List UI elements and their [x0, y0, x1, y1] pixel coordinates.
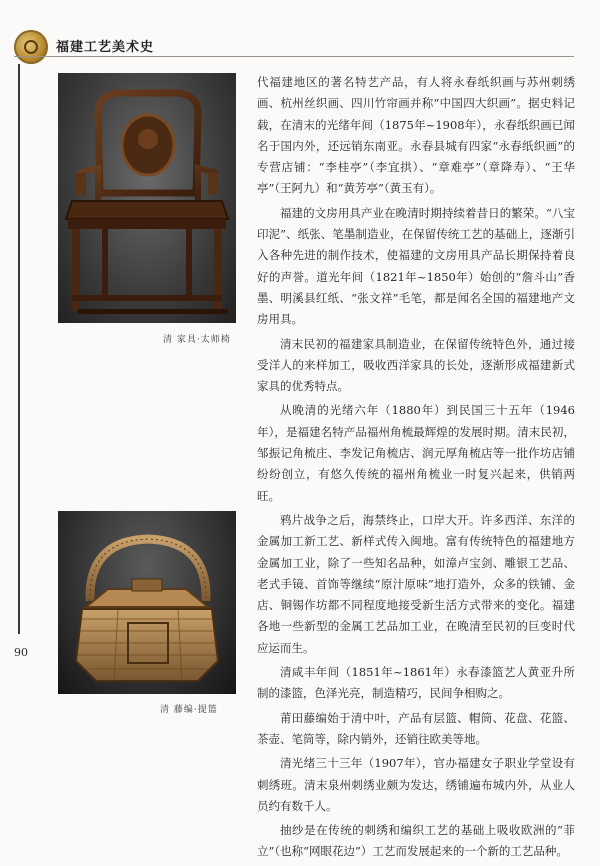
page-header [0, 0, 600, 62]
figure-caption: 清 家具·太师椅 [163, 335, 231, 345]
emblem-icon [14, 30, 48, 64]
header-title: 福建工艺美术史 [56, 40, 155, 55]
paragraph: 莆田藤编始于清中叶，产品有层篮、帽筒、花盘、花篮、茶壶、笔筒等，除内销外，还销往欧美等地。 [257, 710, 575, 746]
page-number: 90 [14, 646, 28, 659]
paragraph: 代福建地区的著名特艺产品，有人将永春纸织画与苏州刺绣画、杭州丝织画、四川竹帘画并称“中国四大织画”。据史料记载，在清末的光绪年间（1875年~1908年），永春纸织画已闻名于国内外，还远销东南亚。永春县城有四家“永春纸织画”的专营店铺：“李桂亭”（李宜拱）、“章难亭”（章降寿）、“王华亭”（王阿九）和“黄芳亭”（黄玉有）。 [257, 75, 575, 196]
basket-photo [58, 511, 236, 694]
paragraph: 清末民初的福建家具制造业，在保留传统特色外，通过接受洋人的来样加工，吸收西洋家具的长处，逐渐形成福建新式家具的优秀特点。 [257, 336, 575, 394]
figure-caption: 清 藤编·提篮 [160, 705, 218, 715]
paragraph: 清咸丰年间（1851年~1861年）永春漆篮艺人黄亚升所制的漆篮，色泽光亮，制造精巧，民间争相购之。 [257, 665, 575, 701]
paragraph: 从晚清的光绪六年（1880年）到民国三十五年（1946年），是福建名特产品福州角梳最辉煌的发展时期。清末民初，邹振记角梳庄、李发记角梳店、润元厚角梳店等一批作坊店铺纷纷创立，有悠久传统的福州角梳业一时复兴起来，供销两旺。 [257, 403, 575, 503]
paragraph: 福建的文房用具产业在晚清时期持续着昔日的繁荣。“八宝印泥”、纸张、笔墨制造业，在保留传统工艺的基础上，逐渐引入各种先进的制作技术，使福建的文房用具产品长期保持着良好的声誉。道光年间（1821年~1850年）始创的“詹斗山”香墨、明溪县红纸、“张文祥”毛笔，都是闻名全国的福建地产文房用具。 [257, 205, 575, 327]
paragraph: 清光绪三十三年（1907年），官办福建女子职业学堂设有刺绣班。清末泉州刺绣业颇为发达，绣铺遍布城内外，从业人员约有数千人。 [257, 756, 575, 813]
paragraph: 鸦片战争之后，海禁终止，口岸大开。许多西洋、东洋的金属加工新工艺、新样式传入闽地。富有传统特色的福建地方金属加工业，除了一些知名品种，如漳卢宝剑、雕银工艺品、老式手镜、首饰等继续“原汁原味”地打造外，众多的铁铺、金店、铜锡作坊都不同程度地接受新生活方式带来的变化。福建各地一些新型的金属工艺品加工业，在晚清至民初的巨变时代应运而生。 [257, 512, 575, 655]
body-text [257, 72, 575, 866]
margin-rule [18, 64, 20, 634]
paragraph: 抽纱是在传统的刺绣和编织工艺的基础上吸收欧洲的“菲立”（也称“网眼花边”）工艺而发展起来的一个新的工艺品种。 [257, 823, 575, 859]
armchair-photo [58, 73, 236, 323]
header-divider [14, 56, 574, 57]
